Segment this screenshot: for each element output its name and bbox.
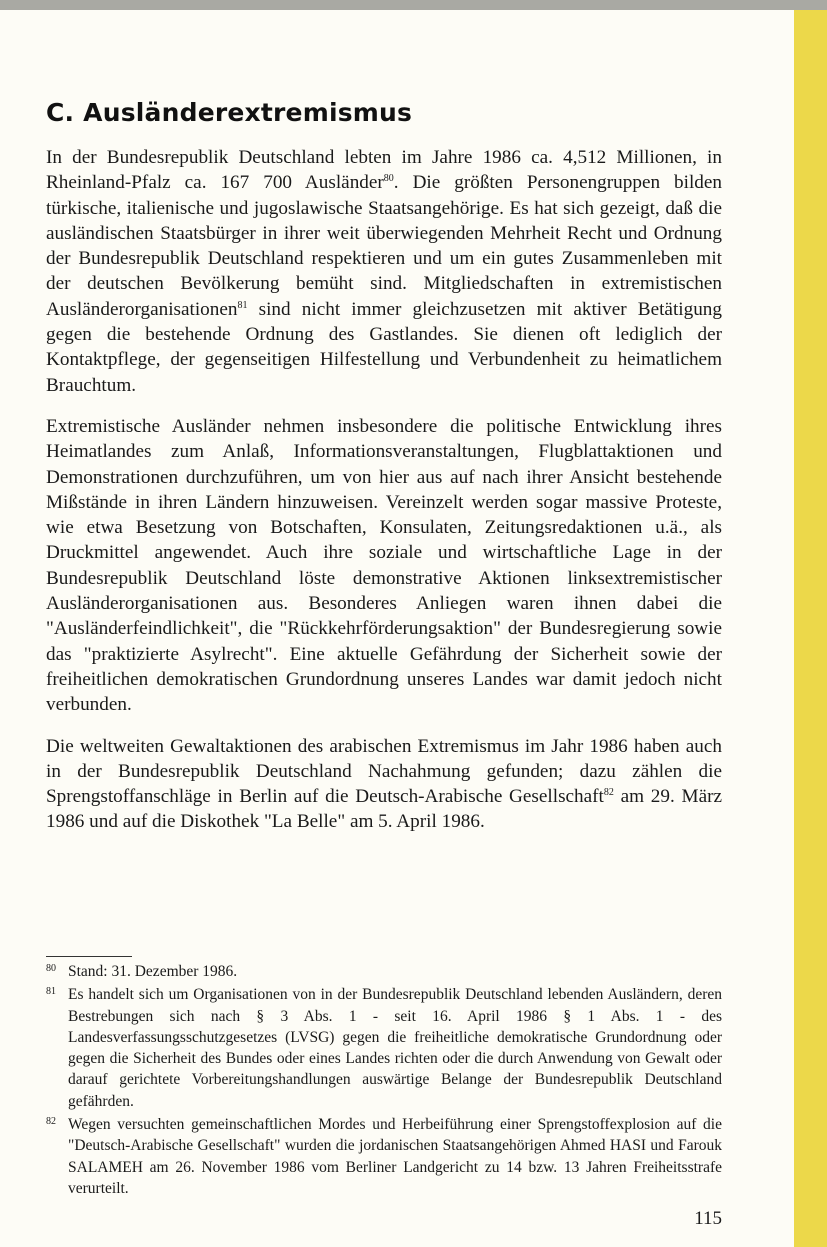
footnote-text: Wegen versuchten gemeinschaftlichen Mordes und Herbeiführung einer Sprengstoffexplosion auf die "Deutsch-Arabische Gesellschaft" wurden die jordanischen Staatsangehörigen Ahmed HASI und Farouk SALAMEH am 26. November 1986 vom Berliner Landgericht zu 14 bzw. 13 Jahren Freiheitsstrafe verurteilt.	[68, 1116, 722, 1197]
page-number: 115	[694, 1208, 722, 1229]
footnote	[46, 961, 722, 982]
footnote-reference: 80	[383, 173, 394, 185]
paragraph-text: Die weltweiten Gewaltaktionen des arabischen Extremismus im Jahr 1986 haben auch in der Bundesrepublik Deutschland Nachahmung gefunden; dazu zählen die Sprengstoffanschläge in Berlin auf die Deutsch-Arabische Gesellschaft	[46, 735, 722, 808]
footnote-reference: 81	[237, 299, 248, 311]
paragraph-text: am 29. März 1986 und auf die Diskothek "La Belle" am 5. April 1986.	[46, 786, 722, 833]
paragraph	[46, 734, 722, 835]
footnote-number: 81	[46, 986, 56, 998]
footnotes	[46, 961, 722, 1201]
paragraph-text: sind nicht immer gleichzusetzen mit aktiver Betätigung gegen die bestehende Ordnung des Gastlandes. Sie dienen oft lediglich der Kontaktpflege, der gegenseitigen Hilfestellung und Verbundenheit zu heimatlichem Brauchtum.	[46, 298, 722, 396]
paragraph	[46, 414, 722, 718]
footnote-text: Stand: 31. Dezember 1986.	[68, 963, 238, 980]
footnote-number: 82	[46, 1116, 56, 1128]
paragraph-text: Extremistische Ausländer nehmen insbesondere die politische Entwicklung ihres Heimatlandes zum Anlaß, Informationsveranstaltungen, Flugblattaktionen und Demonstrationen durchzuführen, um von hier aus auf nach ihrer Ansicht bestehende Mißstände in ihren Ländern hinzuweisen. Vereinzelt werden sogar massive Proteste, wie etwa Besetzung von Botschaften, Konsulaten, Zeitungsredaktionen u.ä., als Druckmittel angewendet. Auch ihre soziale und wirtschaftliche Lage in der Bundesrepublik Deutschland löste demonstrative Aktionen linksextremistischer Ausländerorganisationen aus. Besonderes Anliegen waren ihnen dabei die "Ausländerfeindlichkeit", die "Rückkehrförderungsaktion" der Bundesregierung sowie das "praktizierte Asylrecht". Eine aktuelle Gefährdung der Sicherheit sowie der freiheitlichen demokratischen Grundordnung unseres Landes war damit jedoch nicht verbunden.	[46, 415, 722, 716]
footnote-separator	[46, 956, 132, 957]
footnote-number: 80	[46, 963, 56, 974]
paragraph-text: . Die größten Personengruppen bilden türkische, italienische und jugoslawische Staatsangehörige. Es hat sich gezeigt, daß die ausländischen Staatsbürger in ihrer weit überwiegenden Mehrheit Recht und Ordnung der Bundesrepublik Deutschland respektieren und um ein gutes Zusammenleben mit der deutschen Bevölkerung bemüht sind. Mitgliedschaften in extremistischen Ausländerorganisationen	[46, 172, 722, 320]
page-edge-color-band	[794, 10, 827, 1247]
top-edge-rule	[0, 0, 827, 10]
footnote	[46, 984, 722, 1112]
footnote-reference: 82	[603, 787, 614, 799]
body-text	[46, 145, 722, 851]
section-heading: C. Ausländerextremismus	[46, 98, 413, 127]
footnote-text: Es handelt sich um Organisationen von in der Bundesrepublik Deutschland lebenden Ausländern, deren Bestrebungen sich nach § 3 Abs. 1 - seit 16. April 1986 § 1 Abs. 1 - des Landesverfassungsschutzgesetzes (LVSG) gegen die freiheitliche demokratische Grundordnung oder gegen die Sicherheit des Bundes oder eines Landes richten oder die durch Anwendung von Gewalt oder darauf gerichtete Vorbereitungshandlungen auswärtige Belange der Bundesrepublik Deutschland gefährden.	[68, 986, 722, 1110]
footnote	[46, 1114, 722, 1199]
paragraph-text: In der Bundesrepublik Deutschland lebten im Jahre 1986 ca. 4,512 Millionen, in Rheinland-Pfalz ca. 167 700 Ausländer	[46, 147, 722, 194]
paragraph	[46, 145, 722, 398]
